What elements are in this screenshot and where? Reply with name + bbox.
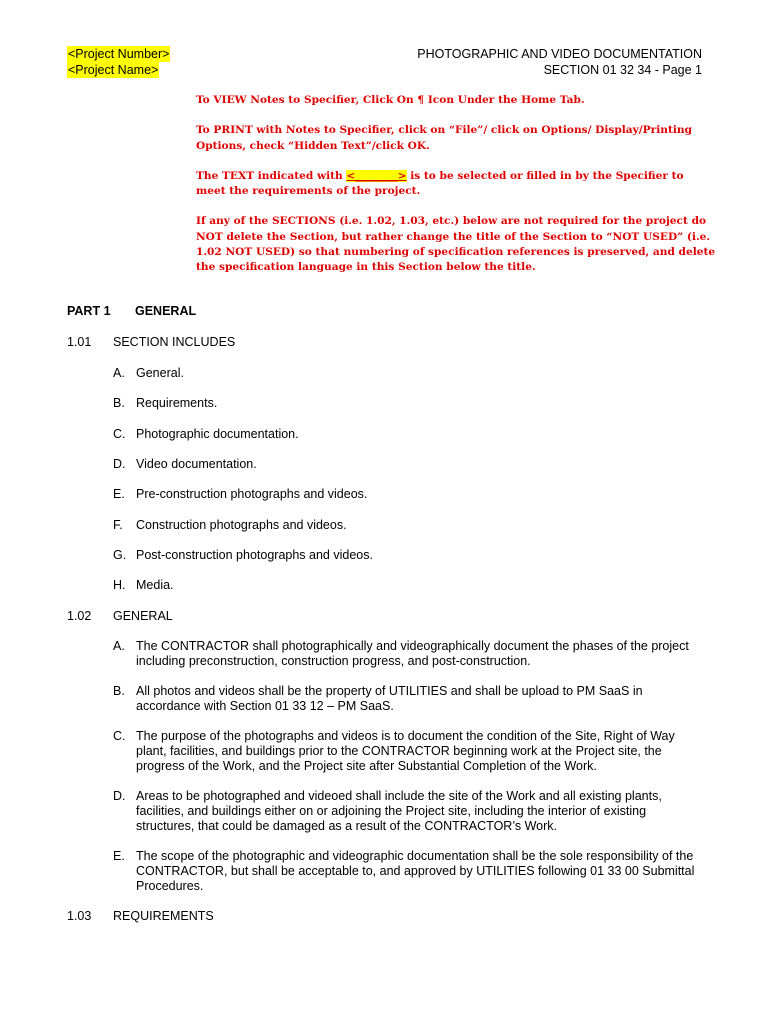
list-item: E. Pre-construction photographs and videos.: [113, 487, 368, 501]
note-text-blank: <________>: [346, 169, 407, 182]
note-text-before: The TEXT indicated with: [196, 169, 347, 182]
article-title: SECTION INCLUDES: [113, 335, 236, 349]
article-title: GENERAL: [113, 609, 173, 623]
list-item: A. The CONTRACTOR shall photographically and videographically document the phases of the project including preconstruction, construction progress, and post-construction.: [113, 639, 689, 669]
list-item: A. General.: [113, 366, 184, 380]
section-page-label: SECTION 01 32 34 - Page 1: [543, 63, 702, 77]
part-number: PART 1: [67, 304, 111, 318]
list-item: C. The purpose of the photographs and videos is to document the condition of the Site, Right of Way plant, facilities, and buildings prior to the CONTRACTOR beginning work at the Project site, the progress of the Work, and the Project site after Substantial Completion of the Work.: [113, 729, 675, 774]
note-view: To VIEW Notes to Specifier, Click On ¶ Icon Under the Home Tab.: [196, 94, 585, 106]
list-item: C. Photographic documentation.: [113, 427, 299, 441]
header-right: [417, 46, 702, 78]
project-name: <Project Name>: [68, 63, 159, 77]
article-number: 1.02: [67, 609, 92, 623]
article-number: 1.03: [67, 909, 92, 923]
list-item: G. Post-construction photographs and videos.: [113, 548, 373, 562]
list-item: D. Areas to be photographed and videoed shall include the site of the Work and all existing plants, facilities, and buildings either on or adjoining the Project site, including the interior of existing structures, that could be damaged as a result of the CONTRACTOR’s Work.: [113, 789, 662, 834]
note-text-after: is to be selected or filled in by the Specifier to meet the requirements of the project.: [196, 169, 684, 198]
article-title: REQUIREMENTS: [113, 909, 214, 923]
list-item: B. Requirements.: [113, 396, 218, 410]
list-item: E. The scope of the photographic and videographic documentation shall be the sole responsibility of the CONTRACTOR, but shall be acceptable to, and approved by UTILITIES following 01 33 00 Submittal Procedures.: [113, 849, 695, 894]
list-item: F. Construction photographs and videos.: [113, 518, 347, 532]
project-number: <Project Number>: [68, 47, 170, 61]
part-title: GENERAL: [135, 304, 197, 318]
document-title: PHOTOGRAPHIC AND VIDEO DOCUMENTATION: [417, 47, 702, 61]
header-left: [67, 46, 170, 78]
list-item: D. Video documentation.: [113, 457, 257, 471]
list-item: H. Media.: [113, 578, 174, 592]
note-print: To PRINT with Notes to Specifier, click on “File”/ click on Options/ Display/Printing Options, check “Hidden Text”/click OK.: [196, 124, 692, 152]
note-sections: If any of the SECTIONS (i.e. 1.02, 1.03, etc.) below are not required for the project do NOT delete the Section, but rather change the title of the Section to “NOT USED” (i.e. 1.02 NOT USED) so that numbering of specification references is preserved, and delete the specification language in this Section below the title.: [196, 215, 716, 274]
note-text-indicated: [196, 169, 716, 200]
notes-to-specifier: [196, 93, 716, 291]
list-item: B. All photos and videos shall be the property of UTILITIES and shall be upload to PM SaaS in accordance with Section 01 33 12 – PM SaaS.: [113, 684, 643, 714]
article-number: 1.01: [67, 335, 92, 349]
